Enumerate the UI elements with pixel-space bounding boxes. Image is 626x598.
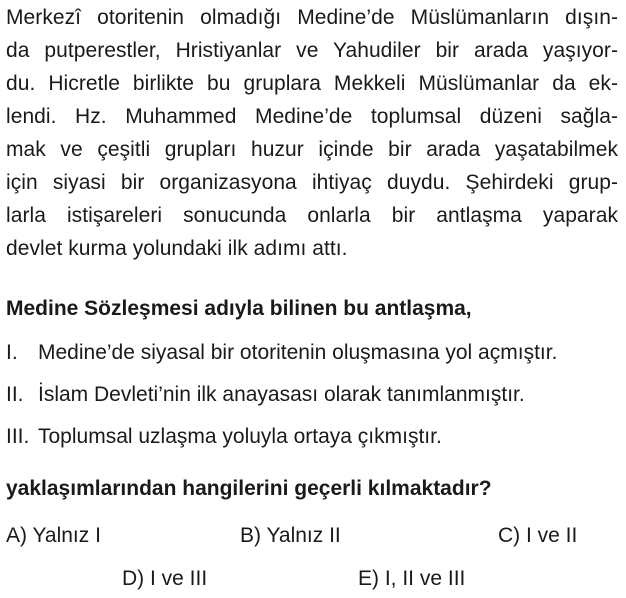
option-e[interactable]: E) I, II ve III — [358, 567, 466, 590]
question-lead: Medine Sözleşmesi adıyla bilinen bu antlaşma, — [6, 297, 472, 320]
passage-line-4: lendi. Hz. Muhammed Medine’de toplumsal düzeni sağla- — [6, 105, 618, 128]
option-a[interactable]: A) Yalnız I — [6, 524, 101, 547]
statement-numeral: I. — [6, 341, 18, 364]
statement-3 — [6, 422, 442, 452]
statement-text: İslam Devleti’nin ilk anayasası olarak tanımlanmıştır. — [38, 383, 525, 406]
statement-2 — [6, 380, 525, 410]
option-b[interactable]: B) Yalnız II — [240, 524, 341, 547]
statement-numeral: III. — [6, 425, 30, 448]
passage-line-8: devlet kurma yolundaki ilk adımı attı. — [6, 237, 348, 260]
passage-line-7: larla istişareleri sonucunda onlarla bir antlaşma yaparak — [6, 204, 618, 227]
passage-line-6: için siyasi bir organizasyona ihtiyaç duydu. Şehirdeki grup- — [6, 171, 618, 194]
passage-line-5: mak ve çeşitli grupları huzur içinde bir arada yaşatabilmek — [6, 138, 618, 161]
option-c[interactable]: C) I ve II — [498, 524, 578, 547]
passage-line-2: da putperestler, Hristiyanlar ve Yahudiler bir arada yaşıyor- — [6, 39, 618, 62]
passage-line-1: Merkezî otoritenin olmadığı Medine’de Müslümanların dışın- — [6, 6, 618, 29]
passage-line-3: du. Hicretle birlikte bu gruplara Mekkeli Müslümanlar da ek- — [6, 72, 618, 95]
statement-1 — [6, 338, 557, 368]
question-tail: yaklaşımlarından hangilerini geçerli kılmaktadır? — [6, 477, 492, 500]
statement-numeral: II. — [6, 383, 24, 406]
statement-text: Medine’de siyasal bir otoritenin oluşmasına yol açmıştır. — [38, 341, 558, 364]
statement-text: Toplumsal uzlaşma yoluyla ortaya çıkmıştır. — [38, 425, 442, 448]
option-d[interactable]: D) I ve III — [122, 567, 208, 590]
